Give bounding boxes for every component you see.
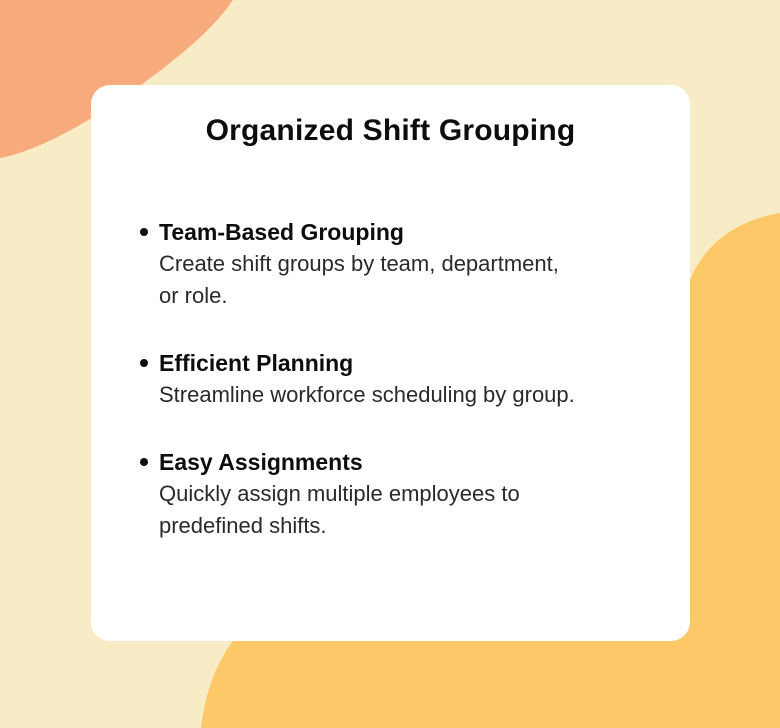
page-title: Organized Shift Grouping: [205, 114, 576, 147]
content-card: [91, 85, 690, 641]
bullet-icon: [140, 458, 148, 466]
bullet-icon: [140, 359, 148, 367]
item-heading: Easy Assignments: [159, 449, 363, 475]
list-item-text: [159, 216, 559, 312]
list-item-text: [159, 347, 575, 411]
item-heading: Team-Based Grouping: [159, 219, 404, 245]
list-item-team-based-grouping: [140, 216, 660, 312]
item-heading: Efficient Planning: [159, 350, 354, 376]
item-description-line: predefined shifts.: [159, 513, 327, 538]
list-item-efficient-planning: [140, 347, 660, 411]
bullet-icon: [140, 228, 148, 236]
item-description-line: Streamline workforce scheduling by group.: [159, 382, 575, 407]
feature-list: [140, 216, 660, 577]
item-description-line: Quickly assign multiple employees to: [159, 481, 520, 506]
item-description-line: Create shift groups by team, department,: [159, 251, 559, 276]
list-item-easy-assignments: [140, 446, 660, 542]
list-item-text: [159, 446, 520, 542]
item-description-line: or role.: [159, 283, 228, 308]
